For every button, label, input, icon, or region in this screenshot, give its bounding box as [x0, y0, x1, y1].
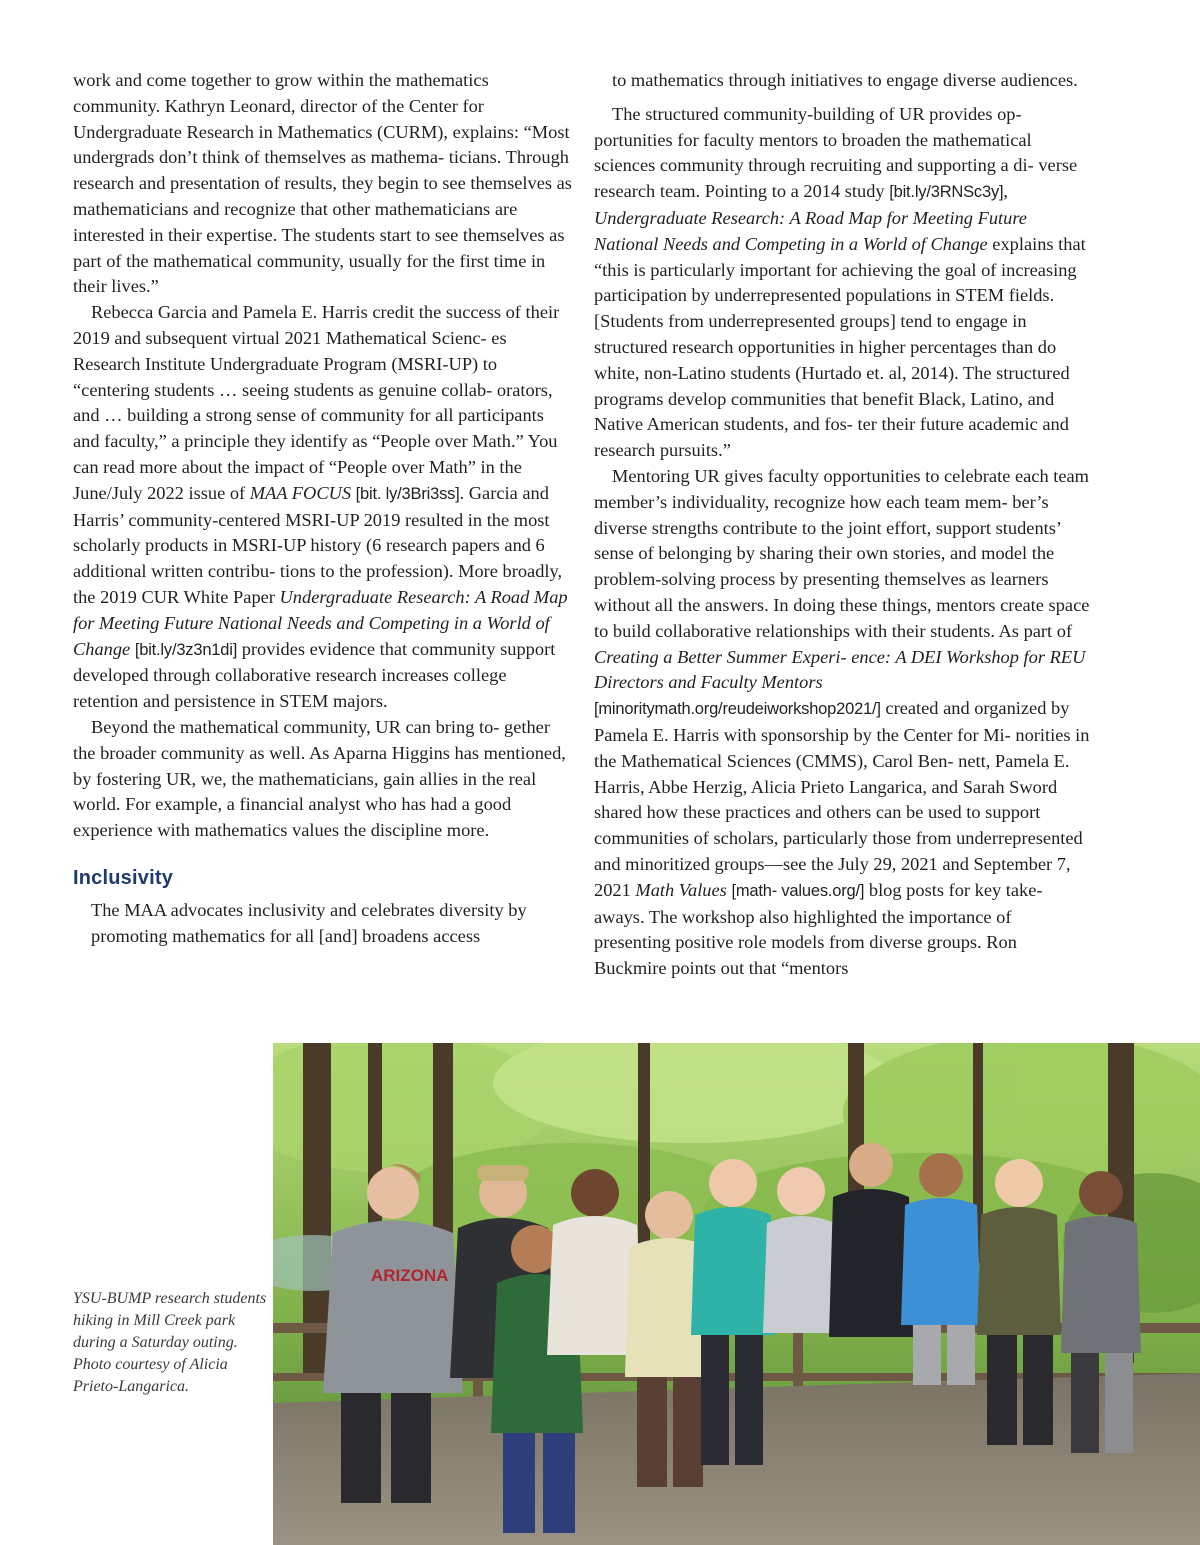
paragraph-broader-community: Beyond the mathematical community, UR can bring to- gether the broader community as well. As Aparna Higgins has mentioned, by fostering UR, we, the mathematicians, gain allies in the real world. For example, a financial analyst who has had a good experience with mathematics values the discipline more. — [73, 716, 566, 841]
paragraph-community-building: The structured community-building of UR provides op- portunities for faculty mentors to broaden the mathematical sciences community through recruiting and supporting a di- verse research team. Pointing to a 2014 study [bit.ly/3RNSc3y], Undergraduate Research: A Road Map for Meeting Future National Needs and Competing in a World of Change explains that “this is particularly important for achieving the goal of increasing participation by underrepresented populations in STEM fields. [Students from underrepresented groups] tend to engage in structured research opportunities in higher percentages than do white, non-Latino students (Hurtado et. al, 2014). The structured programs develop communities that benefit Black, Latino, and Native American students, and fos- ter their future academic and research pursuits.” — [594, 103, 1086, 461]
road-map-title: Undergraduate Research: A Road Map for Meeting Future National Needs and Competing in a World of Change — [594, 207, 1027, 254]
group-hiking-photo — [273, 1043, 1200, 1545]
paragraph-msri-up: Rebecca Garcia and Pamela E. Harris credit the success of their 2019 and subsequent virtual 2021 Mathematical Scienc- es Research Institute Undergraduate Program (MSRI-UP) to “centering students … seeing students as genuine collab- orators, and … building a strong sense of community for all participants and faculty,” a principle they identify as “People over Math.” You can read more about the impact of “People over Math” in the June/July 2022 issue of MAA FOCUS [bit. ly/3Bri3ss]. Garcia and Harris’ community-centered MSRI-UP 2019 resulted in the most scholarly products in MSRI-UP history (6 research papers and 6 additional written contribu- tions to the profession). More broadly, the 2019 CUR White Paper Undergraduate Research: A Road Map for Meeting Future National Needs and Competing in a World of Change [bit.ly/3z3n1di] provides evidence that community support developed through collaborative research increases college retention and persistence in STEM majors. — [73, 302, 568, 712]
left-column — [73, 68, 573, 949]
paragraph-access-continued: to mathematics through initiatives to engage diverse audiences. — [612, 70, 1078, 90]
paragraph-maa-inclusivity: The MAA advocates inclusivity and celebrates diversity by promoting mathematics for all [and] broadens access — [91, 899, 527, 946]
link-bit-ly-3rnsc3y[interactable]: [bit.ly/3RNSc3y] — [889, 183, 1004, 202]
photo-caption: YSU-BUMP research students hiking in Mill Creek park during a Saturday outing. Photo courtesy of Alicia Prieto-Langarica. — [73, 1290, 267, 1395]
link-bit-ly-3z3n1di[interactable]: [bit.ly/3z3n1di] — [134, 640, 238, 659]
paragraph-mentoring: Mentoring UR gives faculty opportunities to celebrate each team member’s individuality, recognize how each team mem- ber’s diverse strengths contribute to the joint effort, support students’ sense of belonging by sharing their own stories, and model the problem-solving process by presenting themselves as learners without all the answers. In doing these things, mentors create space to build collaborative relationships with their students. As part of Creating a Better Summer Experi- ence: A DEI Workshop for REU Directors and Faculty Mentors [minoritymath.org/reudeiworkshop2021/] created and organized by Pamela E. Harris with sponsorship by the Center for Mi- norities in the Mathematical Sciences (CMMS), Carol Ben- nett, Pamela E. Harris, Abbe Herzig, Alicia Prieto Langarica, and Sarah Sword shared how these practices and others can be used to support communities of scholars, particularly those from underrepresented and minoritized groups—see the July 29, 2021 and September 7, 2021 Math Values [math- values.org/] blog posts for key take-aways. The workshop also highlighted the importance of presenting positive role models from diverse groups. Ron Buckmire points out that “mentors — [594, 465, 1090, 979]
right-column — [594, 68, 1090, 982]
link-math-values[interactable]: [math- values.org/] — [731, 881, 865, 900]
section-heading-inclusivity: Inclusivity — [73, 866, 174, 889]
hiking-photo-illustration — [273, 1043, 1200, 1545]
link-minoritymath[interactable]: [minoritymath.org/reudeiworkshop2021/] — [594, 700, 881, 719]
dei-workshop-title: Creating a Better Summer Experi- ence: A DEI Workshop for REU Directors and Faculty Mentors — [594, 646, 1086, 693]
white-paper-title: Undergraduate Research: A Road Map for Meeting Future National Needs and Competing in a World of Change — [73, 586, 568, 659]
shirt-text: ARIZONA — [371, 1266, 449, 1285]
maa-focus-title: MAA FOCUS — [249, 482, 352, 503]
math-values-title: Math Values — [635, 879, 727, 900]
link-bit-ly-3bri3ss[interactable]: [bit. ly/3Bri3ss] — [355, 484, 460, 503]
paragraph-curm: work and come together to grow within the mathematics community. Kathryn Leonard, director of the Center for Undergraduate Research in Mathematics (CURM), explains: “Most undergrads don’t think of themselves as mathema- ticians. Through research and presentation of results, they begin to see themselves as mathematicians and recognize that other mathematicians are interested in their expertise. The students start to see themselves as part of the mathematical community, usually for the first time in their lives.” — [73, 70, 572, 297]
